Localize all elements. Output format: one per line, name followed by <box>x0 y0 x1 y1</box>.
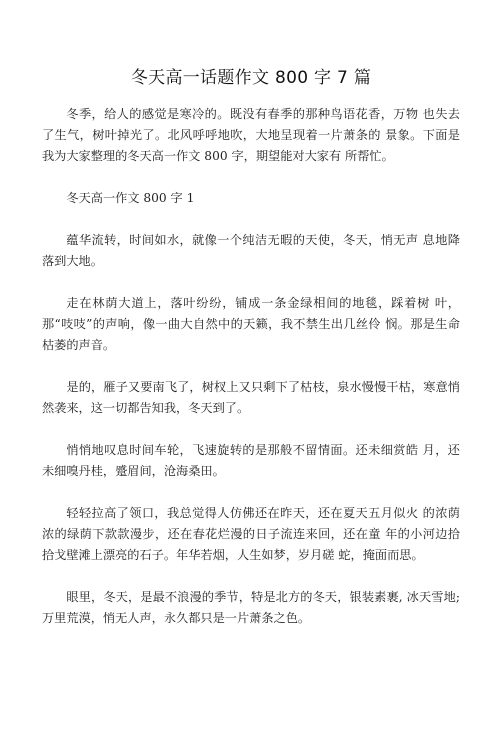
body-paragraph: 走在林荫大道上，落叶纷纷，铺成一条金绿相间的地毯，踩着树 叶，那“吱吱”的声响，像一曲大自然中的天籁，我不禁生出几丝伶 悯。那是生命枯萎的声音。 <box>42 296 460 352</box>
section-heading: 冬天高一作文 800 字 1 <box>66 191 195 205</box>
document-body <box>42 104 460 629</box>
document-title: 冬天高一话题作文 800 字 7 篇 <box>130 68 372 88</box>
body-paragraph: 蕴华流转，时间如水，就像一个纯洁无暇的天使，冬天，悄无声 息地降落到大地。 <box>42 233 460 268</box>
intro-paragraph: 冬季，给人的感觉是寒冷的。既没有春季的那种鸟语花香，万物 也失去了生气，树叶掉光了。北风呼呼地吹，大地呈现着一片萧条的 景象。下面是我为大家整理的冬天高一作文 800 字，期望能对大家有 所帮忙。 <box>42 107 460 163</box>
body-paragraph: 悄悄地叹息时间车轮，飞速旋转的是那般不留情面。还未细赏皓 月，还未细嗅丹桂，蹙眉间，沧海桑田。 <box>42 443 460 478</box>
body-paragraph: 眼里，冬天，是最不浪漫的季节，特是北方的冬天，银装素裹, 冰天雪地;万里荒漠，悄无人声，永久都只是一片萧条之色。 <box>42 590 460 625</box>
body-paragraph: 轻轻拉高了领口，我总觉得人仿佛还在昨天，还在夏天五月似火 的浓荫浓的绿荫下款款漫步，还在春花烂漫的日子流连来回，还在童 年的小河边拾拾戈壁滩上漂亮的石子。年华若烟，人生如梦，岁月磋 蛇，掩面而思。 <box>42 506 460 562</box>
body-paragraph: 是的，雁子又要南飞了，树杈上又只剩下了枯枝，泉水慢慢干枯，寒意悄然袭来，这一切都告知我，冬天到了。 <box>42 380 460 415</box>
